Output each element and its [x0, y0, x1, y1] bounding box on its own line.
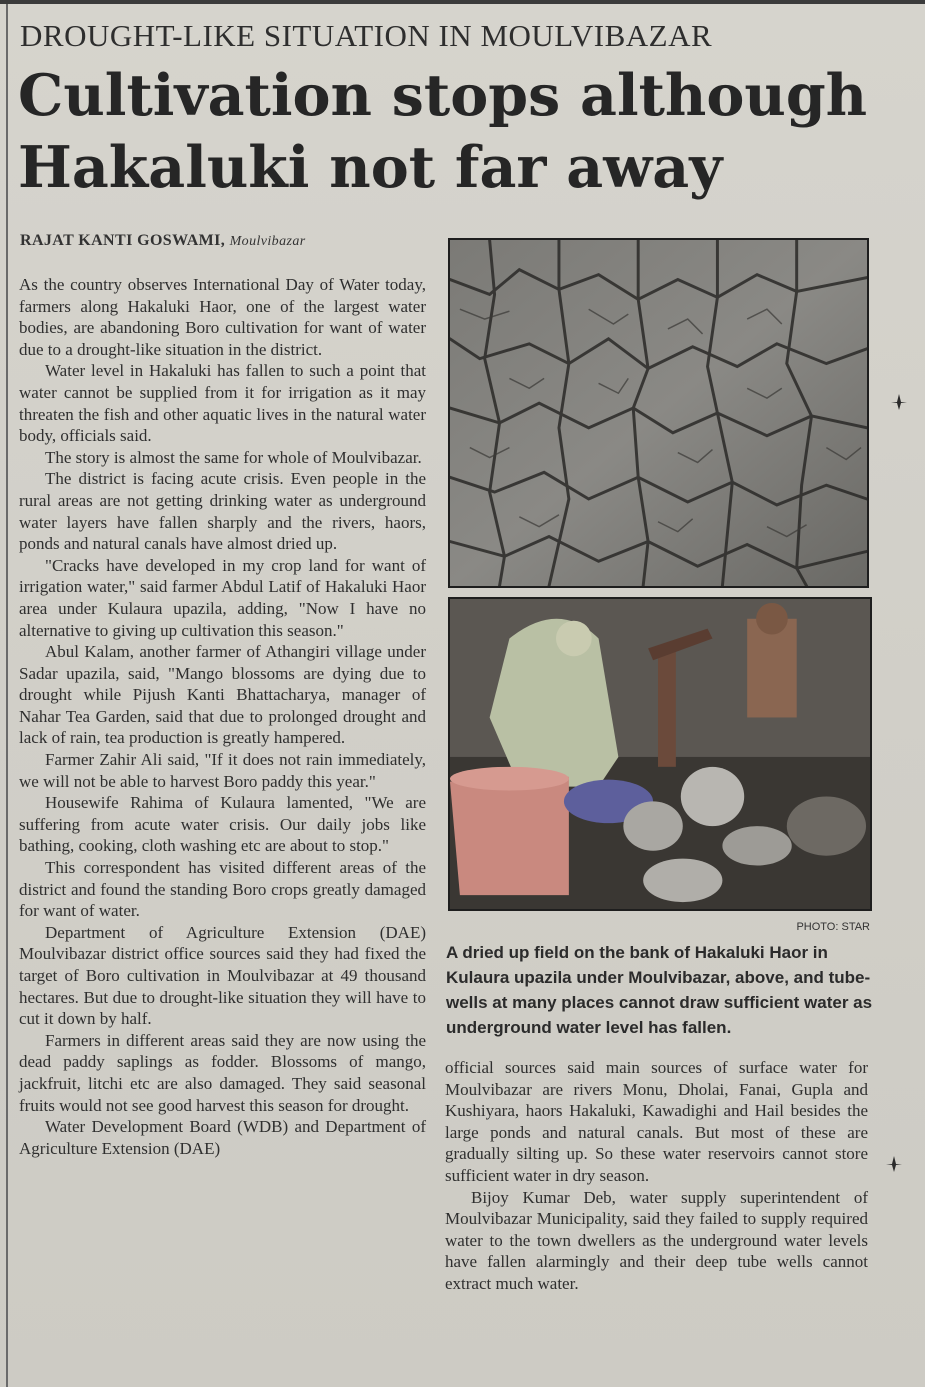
- body-paragraph: Department of Agriculture Extension (DAE) Moulvibazar district office sources said they had fixed the target of Boro cultivation in Moulvibazar at 49 thousand hectares. But due to drought-like situation they will have to cut it down by half.: [19, 922, 426, 1029]
- body-paragraph: official sources said main sources of surface water for Moulvibazar are rivers Monu, Dholai, Fanai, Gupla and Kushiyara, haors Hakaluki, Kawadighi and Hail besides the large ponds and natural canals. But most of these are gradually silting up. So these water reservoirs cannot store sufficient water in dry season.: [445, 1058, 868, 1185]
- article-body-right-column: [445, 1057, 868, 1295]
- top-rule: [0, 0, 925, 4]
- dried-field-photo: [448, 238, 869, 588]
- body-paragraph: Housewife Rahima of Kulaura lamented, "We are suffering from acute water crisis. Our daily jobs like bathing, cooking, cloth washing etc are about to stop.": [19, 793, 426, 856]
- body-paragraph: Bijoy Kumar Deb, water supply superintendent of Moulvibazar Municipality, said they failed to supply required water to the town dwellers as the underground water levels have fallen alarmingly and their deep tube wells cannot extract much water.: [445, 1187, 868, 1293]
- body-paragraph: Farmers in different areas said they are now using the dead paddy saplings as fodder. Blossoms of mango, jackfruit, litchi etc are also damaged. They said seasonal fruits would not see good harvest this season for drought.: [19, 1030, 426, 1115]
- byline-author: RAJAT KANTI GOSWAMI,: [20, 232, 226, 249]
- headline-line-2: Hakaluki not far away: [18, 134, 723, 201]
- body-paragraph: "Cracks have developed in my crop land for want of irrigation water," said farmer Abdul Latif of Hakaluki Haor area under Kulaura upazila, adding, "Now I have no alternative to giving up cultivation this season.": [19, 555, 426, 640]
- photo-credit: PHOTO: STAR: [796, 921, 870, 933]
- article-body-left-column: [19, 274, 426, 1159]
- cracked-earth-illustration: [450, 240, 867, 586]
- registration-mark-icon: [890, 393, 908, 411]
- body-paragraph: Water Development Board (WDB) and Department of Agriculture Extension (DAE): [19, 1117, 426, 1158]
- body-paragraph: As the country observes International Day of Water today, farmers along Hakaluki Haor, one of the largest water bodies, are abandoning Boro cultivation for want of water due to a drought-like situation in the district.: [19, 275, 426, 359]
- tube-well-photo: [448, 597, 872, 911]
- byline-place: Moulvibazar: [229, 234, 306, 249]
- body-paragraph: The story is almost the same for whole of Moulvibazar.: [45, 447, 422, 467]
- body-paragraph: The district is facing acute crisis. Even people in the rural areas are not getting drinking water as underground water layers have fallen sharply and the rivers, haors, ponds and natural canals have almost dried up.: [19, 469, 426, 554]
- byline: [20, 232, 440, 250]
- body-paragraph: Farmer Zahir Ali said, "If it does not rain immediately, we will not be able to harvest Boro paddy this year.": [19, 750, 426, 791]
- article-headline: [18, 60, 908, 204]
- body-paragraph: This correspondent has visited different areas of the district and found the standing Boro crops greatly damaged for want of water.: [19, 858, 426, 921]
- registration-mark-icon: [885, 1155, 903, 1173]
- body-paragraph: Abul Kalam, another farmer of Athangiri village under Sadar upazila, said, "Mango blossoms are dying due to drought while Pijush Kanti Bhattacharya, manager of Nahar Tea Garden, said that due to prolonged drought and lack of rain, tea production is greatly hampered.: [19, 642, 426, 748]
- article-kicker: DROUGHT-LIKE SITUATION IN MOULVIBAZAR: [20, 18, 713, 53]
- body-paragraph: Water level in Hakaluki has fallen to such a point that water cannot be supplied from it for irrigation as it may threaten the fish and other aquatic lives in the natural water body, officials said.: [19, 361, 426, 446]
- photo-caption: A dried up field on the bank of Hakaluki Haor in Kulaura upazila under Moulvibazar, above, and tube-wells at many places cannot draw sufficient water as underground water level has fallen.: [446, 943, 873, 1037]
- headline-line-1: Cultivation stops although: [18, 62, 868, 129]
- left-column-rule: [6, 4, 8, 1387]
- tube-well-illustration: [450, 599, 870, 909]
